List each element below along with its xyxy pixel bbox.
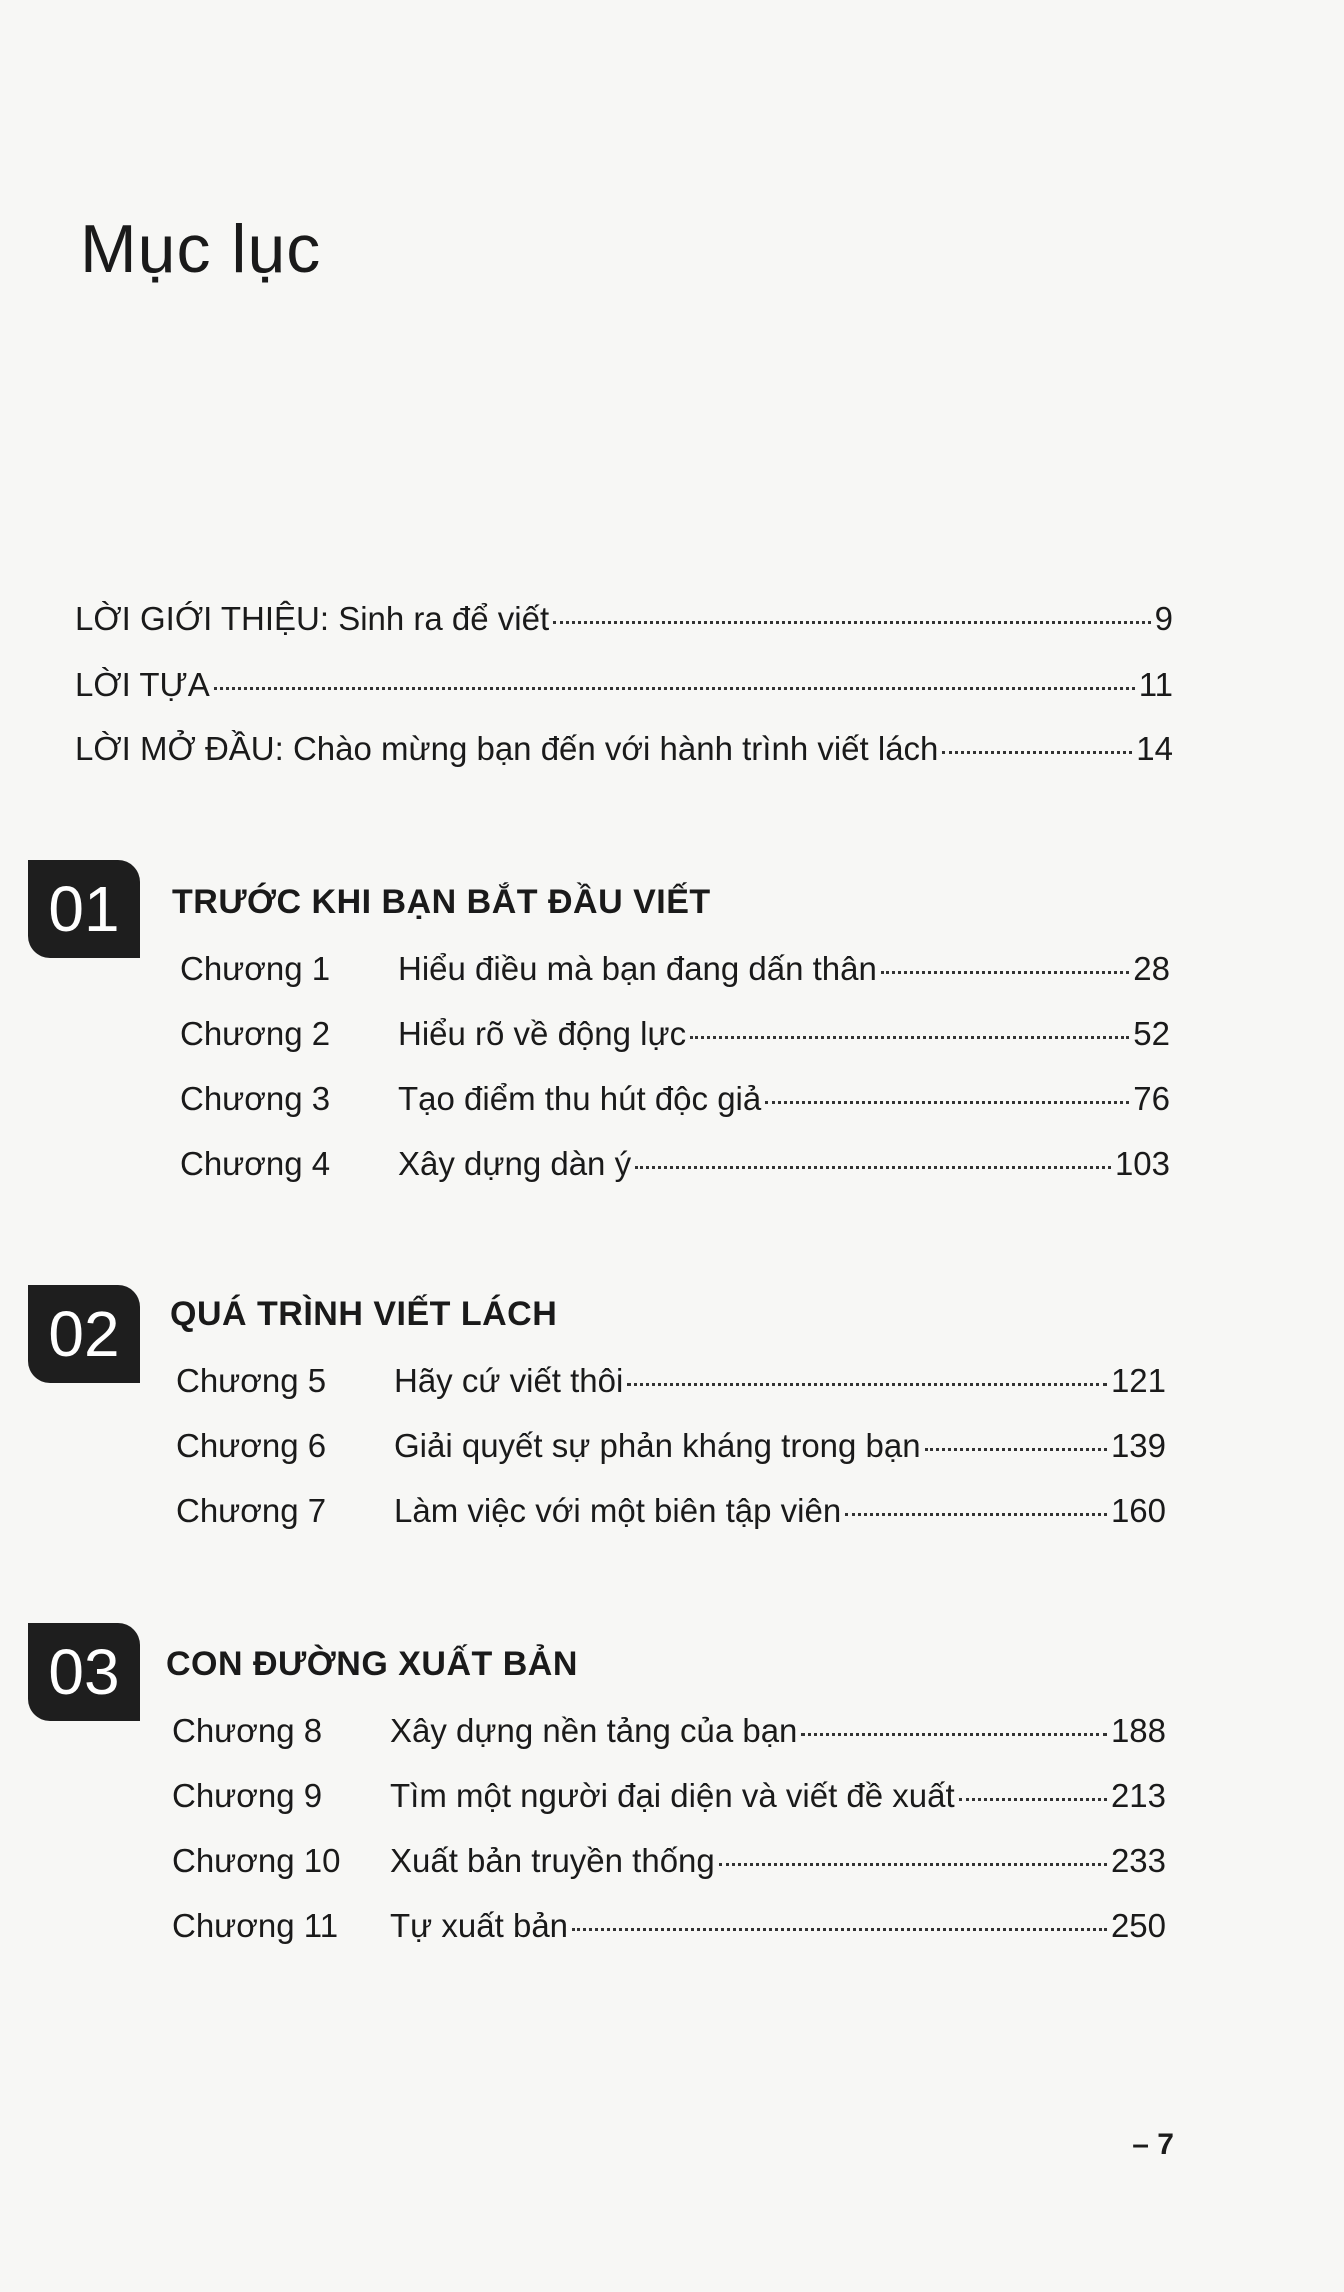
entry-label: LỜI TỰA [75,666,210,703]
toc-chapter-6[interactable] [176,1427,1166,1465]
chapter-title: Xuất bản truyền thống [390,1842,715,1879]
chapter-label: Chương 2 [180,1015,331,1052]
page-number: – 7 [1132,2128,1174,2161]
chapter-page: 28 [1133,950,1170,987]
dot-leader [553,621,1150,624]
chapter-label: Chương 5 [176,1362,327,1399]
toc-chapter-8[interactable] [172,1712,1166,1750]
chapter-label: Chương 9 [172,1777,323,1814]
toc-chapter-4[interactable] [180,1145,1170,1183]
chapter-label: Chương 8 [172,1712,323,1749]
dot-leader [959,1798,1107,1801]
entry-page: 11 [1138,666,1173,703]
entry-label: LỜI GIỚI THIỆU: Sinh ra để viết [75,600,550,637]
dot-leader [765,1101,1129,1104]
chapter-title: Hiểu rõ về động lực [398,1015,687,1052]
chapter-page: 103 [1114,1145,1170,1182]
chapter-page: 250 [1110,1907,1166,1944]
toc-chapter-3[interactable] [180,1080,1170,1118]
chapter-label: Chương 6 [176,1427,327,1464]
chapter-label: Chương 10 [172,1842,341,1879]
entry-page: 9 [1154,600,1173,637]
chapter-page: 188 [1110,1712,1166,1749]
dot-leader [942,751,1132,754]
chapter-label: Chương 11 [172,1907,339,1944]
toc-chapter-10[interactable] [172,1842,1166,1880]
chapter-title: Hiểu điều mà bạn đang dấn thân [398,950,877,987]
toc-entry-introduction[interactable] [75,600,1173,638]
part-number-badge: 02 [28,1285,140,1383]
toc-entry-preface[interactable] [75,666,1173,704]
toc-entry-opening[interactable] [75,730,1173,768]
dot-leader [801,1733,1107,1736]
part-number-badge: 03 [28,1623,140,1721]
chapter-label: Chương 1 [180,950,331,987]
chapter-page: 121 [1110,1362,1166,1399]
dot-leader [719,1863,1107,1866]
chapter-title: Làm việc với một biên tập viên [394,1492,842,1529]
toc-chapter-11[interactable] [172,1907,1166,1945]
toc-chapter-1[interactable] [180,950,1170,988]
toc-chapter-7[interactable] [176,1492,1166,1530]
dot-leader [925,1448,1107,1451]
entry-label: LỜI MỞ ĐẦU: Chào mừng bạn đến với hành trình viết lách [75,730,939,767]
part-number-badge: 01 [28,860,140,958]
chapter-title: Tìm một người đại diện và viết đề xuất [390,1777,955,1814]
entry-page: 14 [1136,730,1173,767]
chapter-title: Giải quyết sự phản kháng trong bạn [394,1427,921,1464]
chapter-title: Tạo điểm thu hút độc giả [398,1080,762,1117]
toc-chapter-9[interactable] [172,1777,1166,1815]
dot-leader [635,1166,1111,1169]
toc-chapter-5[interactable] [176,1362,1166,1400]
chapter-label: Chương 4 [180,1145,331,1182]
dot-leader [690,1036,1129,1039]
toc-chapter-2[interactable] [180,1015,1170,1053]
chapter-page: 139 [1110,1427,1166,1464]
part-title: QUÁ TRÌNH VIẾT LÁCH [170,1295,558,1333]
chapter-page: 52 [1133,1015,1170,1052]
chapter-title: Xây dựng dàn ý [398,1145,632,1182]
page-title: Mục lục [80,211,322,287]
chapter-page: 76 [1133,1080,1170,1117]
dot-leader [627,1383,1107,1386]
dot-leader [881,971,1129,974]
chapter-page: 233 [1110,1842,1166,1879]
part-title: CON ĐƯỜNG XUẤT BẢN [166,1645,578,1683]
chapter-label: Chương 7 [176,1492,327,1529]
chapter-title: Xây dựng nền tảng của bạn [390,1712,798,1749]
dot-leader [572,1928,1107,1931]
chapter-page: 160 [1110,1492,1166,1529]
part-title: TRƯỚC KHI BẠN BẮT ĐẦU VIẾT [172,883,711,921]
dot-leader [214,687,1135,690]
chapter-title: Tự xuất bản [390,1907,569,1944]
dot-leader [845,1513,1107,1516]
chapter-page: 213 [1110,1777,1166,1814]
chapter-label: Chương 3 [180,1080,331,1117]
chapter-title: Hãy cứ viết thôi [394,1362,624,1399]
